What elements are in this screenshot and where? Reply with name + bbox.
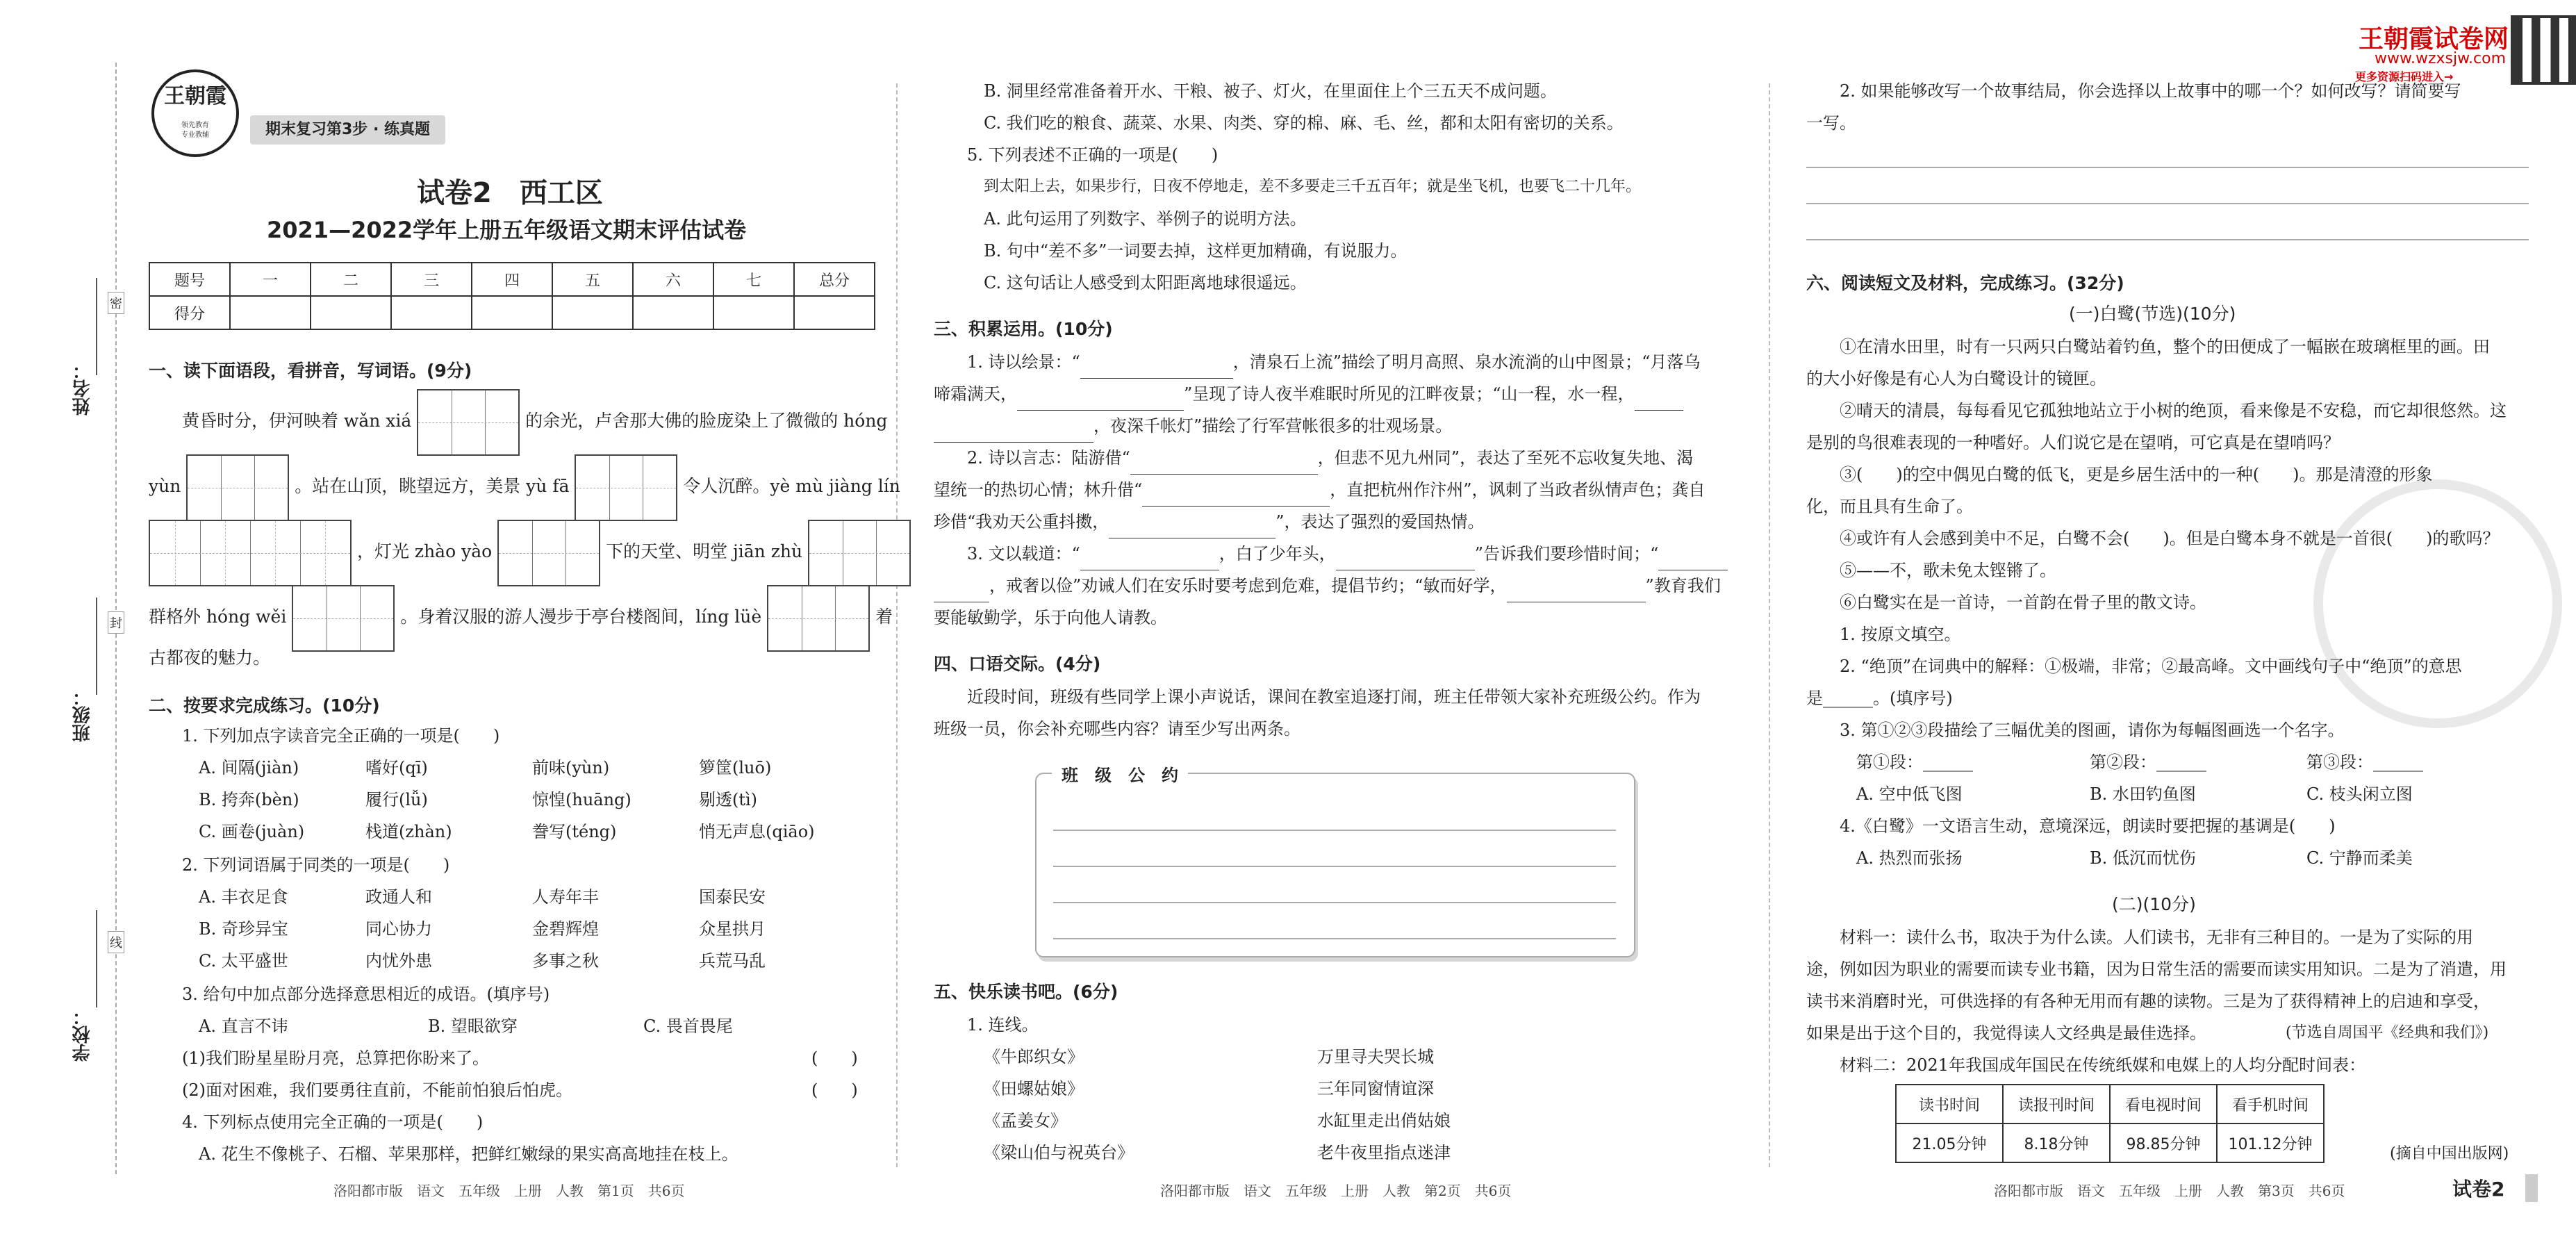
reading-1-p6: ⑥白鹭实在是一首诗，一首韵在骨子里的散文诗。 [1840, 593, 2206, 612]
s1-text: 的余光，卢舍那大佛的脸庞染上了微微的 hóng [525, 411, 888, 431]
score-cell: 四 [472, 263, 552, 296]
s3-q2-line-2 [934, 474, 1706, 507]
site-slogan: 更多资源扫码进入→ [2355, 70, 2454, 83]
match-item-right[interactable]: 三年同窗情谊深 [1317, 1079, 1434, 1098]
option-item[interactable]: 众星拱月 [699, 919, 766, 939]
seal-mark-xian: 线 [108, 931, 124, 953]
blank-line[interactable] [1017, 378, 1184, 411]
blank-line[interactable] [934, 570, 989, 602]
score-cell[interactable] [552, 296, 633, 329]
option-item[interactable]: 多事之秋 [532, 951, 599, 971]
s2-q2: 2. 下列词语属于同类的一项是( ) [182, 855, 450, 875]
s3-text: 珍借“我劝天公重抖擞， [934, 512, 1109, 532]
match-item-right[interactable]: 老牛夜里指点迷津 [1317, 1143, 1451, 1162]
option-item[interactable]: 悄无声息(qiāo) [699, 822, 815, 841]
pinyin-grid[interactable] [808, 520, 911, 586]
s1-line-2 [149, 453, 900, 520]
option-item[interactable]: 兵荒马乱 [699, 951, 766, 971]
reading-1-q4-options [1856, 842, 2523, 874]
s3-text: ，直把杭州作汴州”，讽刺了当政者纵情声色；龚自 [1330, 480, 1706, 500]
score-cell[interactable] [391, 296, 472, 329]
s3-text: 望统一的热切心情；林升借“ [934, 480, 1143, 500]
class-pact-label: 班 级 公 约 [1052, 762, 1188, 786]
blank-label[interactable]: 第①段：______ [1856, 752, 1973, 772]
pinyin-grid[interactable] [575, 454, 677, 521]
blank-line[interactable] [1080, 346, 1233, 379]
option-item[interactable]: 嗜好(qī) [365, 758, 428, 777]
section-4-title: 四、口语交际。(4分) [934, 654, 1101, 674]
score-cell: 七 [713, 263, 794, 296]
score-cell[interactable] [472, 296, 552, 329]
s3-text: 啼霜满天， [934, 384, 1017, 404]
s2-q4-option-a[interactable]: A. 花生不像桃子、石榴、苹果那样，把鲜红嫩绿的果实高高地挂在枝上。 [199, 1144, 738, 1164]
school-label: 学校： [72, 1007, 93, 1062]
option-item[interactable]: 惊惶(huāng) [532, 790, 631, 809]
reading-1-p2a: ②晴天的清晨，每每看见它孤独地站立于小树的绝顶，看来像是不安稳，而它却很悠然。这 [1840, 401, 2507, 420]
s2-q3-sentence-1: (1)我们盼星星盼月亮，总算把你盼来了。 [182, 1048, 489, 1068]
reading-1-p1b: 的大小好像是有心人为白鹭设计的镜匣。 [1806, 369, 2106, 388]
paper-tag: 试卷2 [2452, 1174, 2538, 1202]
s3-text: ，白了少年头， [1219, 544, 1336, 563]
material-1-c: 读书来消磨时光，可供选择的有各种无用而有趣的读物。三是为了获得精神上的启迪和享受， [1806, 991, 2490, 1011]
matching-left-list [984, 1041, 1134, 1169]
section-5-title: 五、快乐读书吧。(6分) [934, 982, 1118, 1002]
media-table-cell: 98.85分钟 [2110, 1123, 2217, 1162]
option-item[interactable]: C. 太平盛世 [199, 951, 288, 971]
matching-right-list [1317, 1041, 1451, 1169]
site-url: www.wzxsjw.com [2375, 50, 2507, 67]
pinyin-grid[interactable] [417, 389, 520, 456]
s3-text: ，但悲不见九州同”，表达了至死不忘收复失地、渴 [1317, 448, 1694, 468]
option-item[interactable]: 前味(yùn) [532, 758, 610, 777]
option-item[interactable]: 人寿年丰 [532, 887, 599, 907]
page-footer: 洛阳都市版 语文 五年级 上册 人教 第1页 共6页 [333, 1183, 685, 1199]
option-item[interactable]: C. 画卷(juàn) [199, 822, 305, 841]
s4-text-2: 班级一员，你会补充哪些内容？请至少写出两条。 [934, 719, 1301, 739]
section-1-title: 一、读下面语段，看拼音，写词语。(9分) [149, 361, 472, 381]
s2-q3: 3. 给句中加点部分选择意思相近的成语。(填序号) [182, 985, 550, 1004]
class-pact-box[interactable] [1035, 766, 1635, 957]
writing-line[interactable] [1053, 902, 1616, 903]
s5-q2-line-1: 2. 如果能够改写一个故事结局，你会选择以上故事中的哪一个？如何改写？请简要写 [1840, 81, 2461, 101]
s1-text: 群格外 hóng wěi [149, 607, 287, 627]
media-table-cell: 读书时间 [1896, 1085, 2003, 1123]
media-table-header [1896, 1085, 2324, 1123]
s5-q1: 1. 连线。 [967, 1015, 1039, 1035]
reading-1-q2b: 是______。(填序号) [1806, 689, 1953, 708]
s2-q3-sentence-2: (2)面对困难，我们要勇往直前，不能前怕狼后怕虎。 [182, 1080, 572, 1100]
answer-paren[interactable]: ( ) [811, 1080, 858, 1100]
s3-q1-line-1 [967, 346, 1700, 379]
writing-line[interactable] [1053, 866, 1616, 867]
page-footer: 洛阳都市版 语文 五年级 上册 人教 第3页 共6页 [1994, 1183, 2345, 1199]
s3-text: ，清泉石上流”描绘了明月高照、泉水流淌的山中图景；“月落乌 [1232, 352, 1701, 372]
blank-line[interactable] [1142, 474, 1330, 507]
score-cell: 总分 [794, 263, 875, 296]
score-cell: 六 [633, 263, 713, 296]
s3-q1-line-3 [934, 410, 1452, 443]
s4-text-1: 近段时间，班级有些同学上课小声说话，课间在教室追逐打闹，班主任带领大家补充班级公约。作为 [967, 687, 1701, 707]
school-line [96, 910, 97, 1007]
option-item[interactable]: 剔透(tì) [699, 790, 758, 809]
page-footer: 洛阳都市版 语文 五年级 上册 人教 第2页 共6页 [1160, 1183, 1512, 1199]
s2-q4-option-c[interactable]: C. 我们吃的粮食、蔬菜、水果、肉类、穿的棉、麻、毛、丝，都和太阳有密切的关系。 [984, 113, 1624, 133]
blank-line[interactable] [1635, 378, 1683, 411]
blank-line[interactable] [1507, 570, 1646, 602]
s3-text: 3. 文以载道：“ [967, 544, 1080, 563]
pinyin-grid[interactable] [497, 520, 600, 586]
score-cell: 得分 [149, 296, 230, 329]
s2-q5-option-a[interactable]: A. 此句运用了列数字、举例子的说明方法。 [984, 209, 1307, 229]
reading-1-q4: 4.《白鹭》一文语言生动，意境深远，朗读时要把握的基调是( ) [1840, 816, 2336, 836]
match-item-left[interactable]: 《田螺姑娘》 [984, 1079, 1084, 1098]
media-table-cell: 看手机时间 [2217, 1085, 2324, 1123]
score-table [149, 262, 875, 330]
option-item[interactable]: B. 挎奔(bèn) [199, 790, 299, 809]
blank-label[interactable]: 第③段：______ [2306, 752, 2423, 772]
paper-title: 试卷2 西工区 [417, 177, 603, 209]
s3-q3-line-2 [934, 570, 1721, 602]
s2-q4-option-b[interactable]: B. 洞里经常准备着开水、干粮、被子、灯火，在里面住上个三五天不成问题。 [984, 81, 1557, 101]
reading-1-p2b: 是别的鸟很难表现的一种嗜好。人们说它是在望哨，可它真是在望哨吗？ [1806, 433, 2340, 452]
s3-text: 2. 诗以言志：陆游借“ [967, 448, 1130, 468]
reading-1-p3b: 化，而且具有生命了。 [1806, 497, 1973, 516]
s1-line-1 [182, 388, 887, 454]
s3-text: ，戒奢以俭”劝诫人们在安乐时要考虑到危难，提倡节约；“敏而好学， [989, 576, 1507, 595]
class-line [96, 598, 97, 695]
s1-text: 令人沉醉。yè mù jiàng lín [683, 476, 900, 496]
s3-text: 1. 诗以绘景：“ [967, 352, 1080, 372]
score-cell[interactable] [794, 296, 875, 329]
qr-code-icon [2513, 18, 2576, 82]
secret-stamp-watermark [2313, 479, 2562, 728]
writing-line[interactable] [1806, 167, 2529, 168]
name-line [96, 278, 97, 375]
pinyin-grid[interactable] [767, 585, 870, 652]
blank-label[interactable]: 第②段：______ [2090, 752, 2206, 772]
s3-q3-line-1 [967, 538, 1728, 570]
score-cell[interactable] [230, 296, 311, 329]
blank-line[interactable] [934, 410, 1093, 443]
s2-q5-option-b[interactable]: B. 句中“差不多”一词要去掉，这样更加精确，有说服力。 [984, 241, 1407, 261]
brand-logo-text: 王朝霞 [164, 84, 226, 108]
reading-1-p5: ⑤——不，歌未免太铿锵了。 [1840, 561, 2056, 580]
blank-line[interactable] [1336, 538, 1475, 570]
brand-logo [151, 69, 239, 157]
writing-line[interactable] [1806, 239, 2529, 240]
option-item[interactable]: 履行(lǚ) [365, 790, 428, 809]
option-item[interactable]: B. 奇珍异宝 [199, 919, 288, 939]
option-item[interactable]: 箩筐(luō) [699, 758, 772, 777]
reading-1-p4: ④或许有人会感到美中不足，白鹭不会( )。但是白鹭本身不就是一首很( )的歌吗？ [1840, 529, 2500, 548]
option-item[interactable]: 内忧外患 [365, 951, 432, 971]
reading-1-q3: 3. 第①②③段描绘了三幅优美的图画，请你为每幅图画选一个名字。 [1840, 721, 2345, 740]
s3-q2-line-1 [967, 442, 1693, 475]
material-1-a: 材料一：读什么书，取决于为什么读。人们读书，无非有三种目的。一是为了实际的用 [1840, 928, 2473, 947]
media-table-cell: 读报刊时间 [2003, 1085, 2110, 1123]
brand-logo-sub2: 专业教辅 [181, 131, 209, 139]
s3-text: ”教育我们 [1645, 576, 1721, 595]
s3-text: ”告诉我们要珍惜时间；“ [1474, 544, 1659, 563]
reading-1-title: (一)白鹭(节选)(10分) [2069, 304, 2236, 324]
section-6-title: 六、阅读短文及材料，完成练习。(32分) [1806, 273, 2124, 293]
reading-2-title: (二)(10分) [2112, 894, 2196, 914]
option-item[interactable]: A. 空中低飞图 [1856, 784, 1963, 804]
option-item[interactable]: B. 水田钓鱼图 [2090, 784, 2196, 804]
media-table-cell: 101.12分钟 [2217, 1123, 2324, 1162]
option-item[interactable]: 金碧辉煌 [532, 919, 599, 939]
s3-text: ，夜深千帐灯”描绘了行军营帐很多的壮观场景。 [1093, 416, 1453, 436]
material-1-source: (节选自周国平《经典和我们》) [2286, 1024, 2489, 1042]
score-cell[interactable] [713, 296, 794, 329]
writing-line[interactable] [1053, 938, 1616, 939]
option-item[interactable]: C. 枝头闲立图 [2306, 784, 2413, 804]
answer-paren[interactable]: ( ) [811, 1048, 858, 1068]
media-table-cell: 8.18分钟 [2003, 1123, 2110, 1162]
s1-text: 。站在山顶，眺望远方，美景 yù fā [295, 476, 570, 496]
s2-q3-options [199, 1010, 824, 1042]
option-item[interactable]: A. 丰衣足食 [199, 887, 288, 907]
s1-text: 黄昏时分，伊河映着 wǎn xiá [182, 411, 412, 431]
media-table-cell: 看电视时间 [2110, 1085, 2217, 1123]
score-cell: 三 [391, 263, 472, 296]
option-item[interactable]: B. 望眼欲穿 [428, 1016, 518, 1036]
s1-line-4 [149, 584, 893, 650]
s1-line-5: 古都夜的魅力。 [149, 648, 271, 668]
s3-q3-line-3: 要能敏勤学，乐于向他人请教。 [934, 608, 1167, 627]
media-table-cell: 21.05分钟 [1896, 1123, 2003, 1162]
option-item[interactable]: 国泰民安 [699, 887, 766, 907]
pinyin-grid[interactable] [149, 520, 352, 586]
step-banner: 期末复习第3步 · 练真题 [250, 115, 445, 145]
paper-subtitle: 2021—2022学年上册五年级语文期末评估试卷 [267, 217, 747, 243]
s3-text: ”，表达了强烈的爱国热情。 [1275, 512, 1485, 532]
reading-1-q2a: 2. “绝顶”在词典中的解释：①极端，非常；②最高峰。文中画线句子中“绝顶”的意思 [1840, 657, 2462, 676]
option-item[interactable]: 政通人和 [365, 887, 432, 907]
s2-q4: 4. 下列标点使用完全正确的一项是( ) [182, 1112, 484, 1132]
score-cell: 一 [230, 263, 311, 296]
match-item-right[interactable]: 水缸里走出俏姑娘 [1317, 1111, 1451, 1130]
s2-q1: 1. 下列加点字读音完全正确的一项是( ) [182, 726, 500, 746]
s3-q1-line-2 [934, 378, 1683, 411]
section-3-title: 三、积累运用。(10分) [934, 319, 1113, 339]
blank-line[interactable] [1658, 538, 1728, 570]
pinyin-grid[interactable] [292, 585, 395, 652]
option-item[interactable]: C. 宁静而柔美 [2306, 848, 2413, 868]
blank-line[interactable] [1109, 506, 1275, 538]
column-divider-1 [896, 83, 898, 1167]
score-cell[interactable] [311, 296, 391, 329]
option-item[interactable]: 同心协力 [365, 919, 432, 939]
name-label: 姓名： [72, 361, 93, 415]
option-item[interactable]: 誊写(téng) [532, 822, 617, 841]
s1-text: 下的天堂、明堂 jiān zhù [606, 541, 803, 561]
section-2-title: 二、按要求完成练习。(10分) [149, 695, 380, 716]
material-2: 材料二：2021年我国成年国民在传统纸媒和电媒上的人均分配时间表： [1840, 1055, 2366, 1075]
reading-1-p3a: ③( )的空中偶见白鹭的低飞，更是乡居生活中的一种( )。那是清澄的形象 [1840, 465, 2433, 484]
match-item-left[interactable]: 《牛郎织女》 [984, 1047, 1084, 1067]
s2-q5-option-c[interactable]: C. 这句话让人感受到太阳距离地球很遥远。 [984, 273, 1307, 293]
match-item-left[interactable]: 《梁山伯与祝英台》 [984, 1143, 1134, 1162]
material-1-d: 如果是出于这个目的，我觉得读人文经典是最佳选择。 [1806, 1023, 2206, 1043]
s2-q5-quote: 到太阳上去，如果步行，日夜不停地走，差不多要走三千五百年；就是坐飞机，也要飞二十几年。 [984, 178, 1642, 195]
s3-q2-line-3 [934, 506, 1485, 538]
reading-1-p1a: ①在清水田里，时有一只两只白鹭站着钓鱼，整个的田便成了一幅嵌在玻璃框里的画。田 [1840, 337, 2490, 356]
s1-text: ，灯光 zhào yào [356, 541, 493, 561]
media-time-table [1895, 1084, 2325, 1163]
s1-text: 。身着汉服的游人漫步于亭台楼阁间，líng lüè [400, 607, 762, 627]
s1-line-3 [149, 518, 911, 585]
s5-q2-line-2: 一写。 [1806, 113, 1856, 133]
score-cell: 五 [552, 263, 633, 296]
option-item[interactable]: A. 热烈而张扬 [1856, 848, 1963, 868]
material-2-source: (摘自中国出版网) [2390, 1145, 2509, 1162]
pinyin-grid[interactable] [186, 454, 289, 521]
writing-line[interactable] [1806, 203, 2529, 204]
score-cell: 二 [311, 263, 391, 296]
option-item[interactable]: C. 畏首畏尾 [643, 1016, 733, 1036]
brand-logo-sub1: 领先教育 [181, 122, 209, 129]
score-cell: 题号 [149, 263, 230, 296]
match-item-right[interactable]: 万里寻夫哭长城 [1317, 1047, 1434, 1067]
material-1-b: 途，例如因为职业的需要而读专业书籍，因为日常生活的需要而读实用知识。二是为了消遣，用 [1806, 960, 2507, 979]
reading-1-q3-options [1856, 778, 2523, 810]
column-divider-2 [1769, 83, 1770, 1167]
option-item[interactable]: A. 间隔(jiàn) [199, 758, 299, 777]
score-table-value-row [149, 296, 875, 329]
score-cell[interactable] [633, 296, 713, 329]
option-item[interactable]: 栈道(zhàn) [365, 822, 452, 841]
seal-mark-feng: 封 [108, 611, 124, 634]
media-table-values [1896, 1123, 2324, 1162]
reading-1-q3-labels [1856, 746, 2523, 778]
score-table-header-row [149, 263, 875, 296]
option-item[interactable]: B. 低沉而忧伤 [2090, 848, 2196, 868]
s3-text: ”呈现了诗人夜半难眠时所见的江畔夜景；“山一程，水一程， [1184, 384, 1635, 404]
seal-mark-mi: 密 [108, 292, 124, 314]
blank-line[interactable] [1080, 538, 1219, 570]
match-item-left[interactable]: 《孟姜女》 [984, 1111, 1067, 1130]
class-label: 班级： [72, 688, 93, 742]
site-name: 王朝霞试卷网 [2359, 25, 2509, 53]
writing-line[interactable] [1053, 830, 1616, 831]
s1-text: yùn [149, 476, 181, 496]
option-item[interactable]: A. 直言不讳 [199, 1016, 288, 1036]
s2-q5: 5. 下列表述不正确的一项是( ) [967, 145, 1219, 165]
s1-text: 着 [875, 607, 893, 627]
reading-1-q1: 1. 按原文填空。 [1840, 625, 1961, 644]
blank-line[interactable] [1130, 442, 1318, 475]
